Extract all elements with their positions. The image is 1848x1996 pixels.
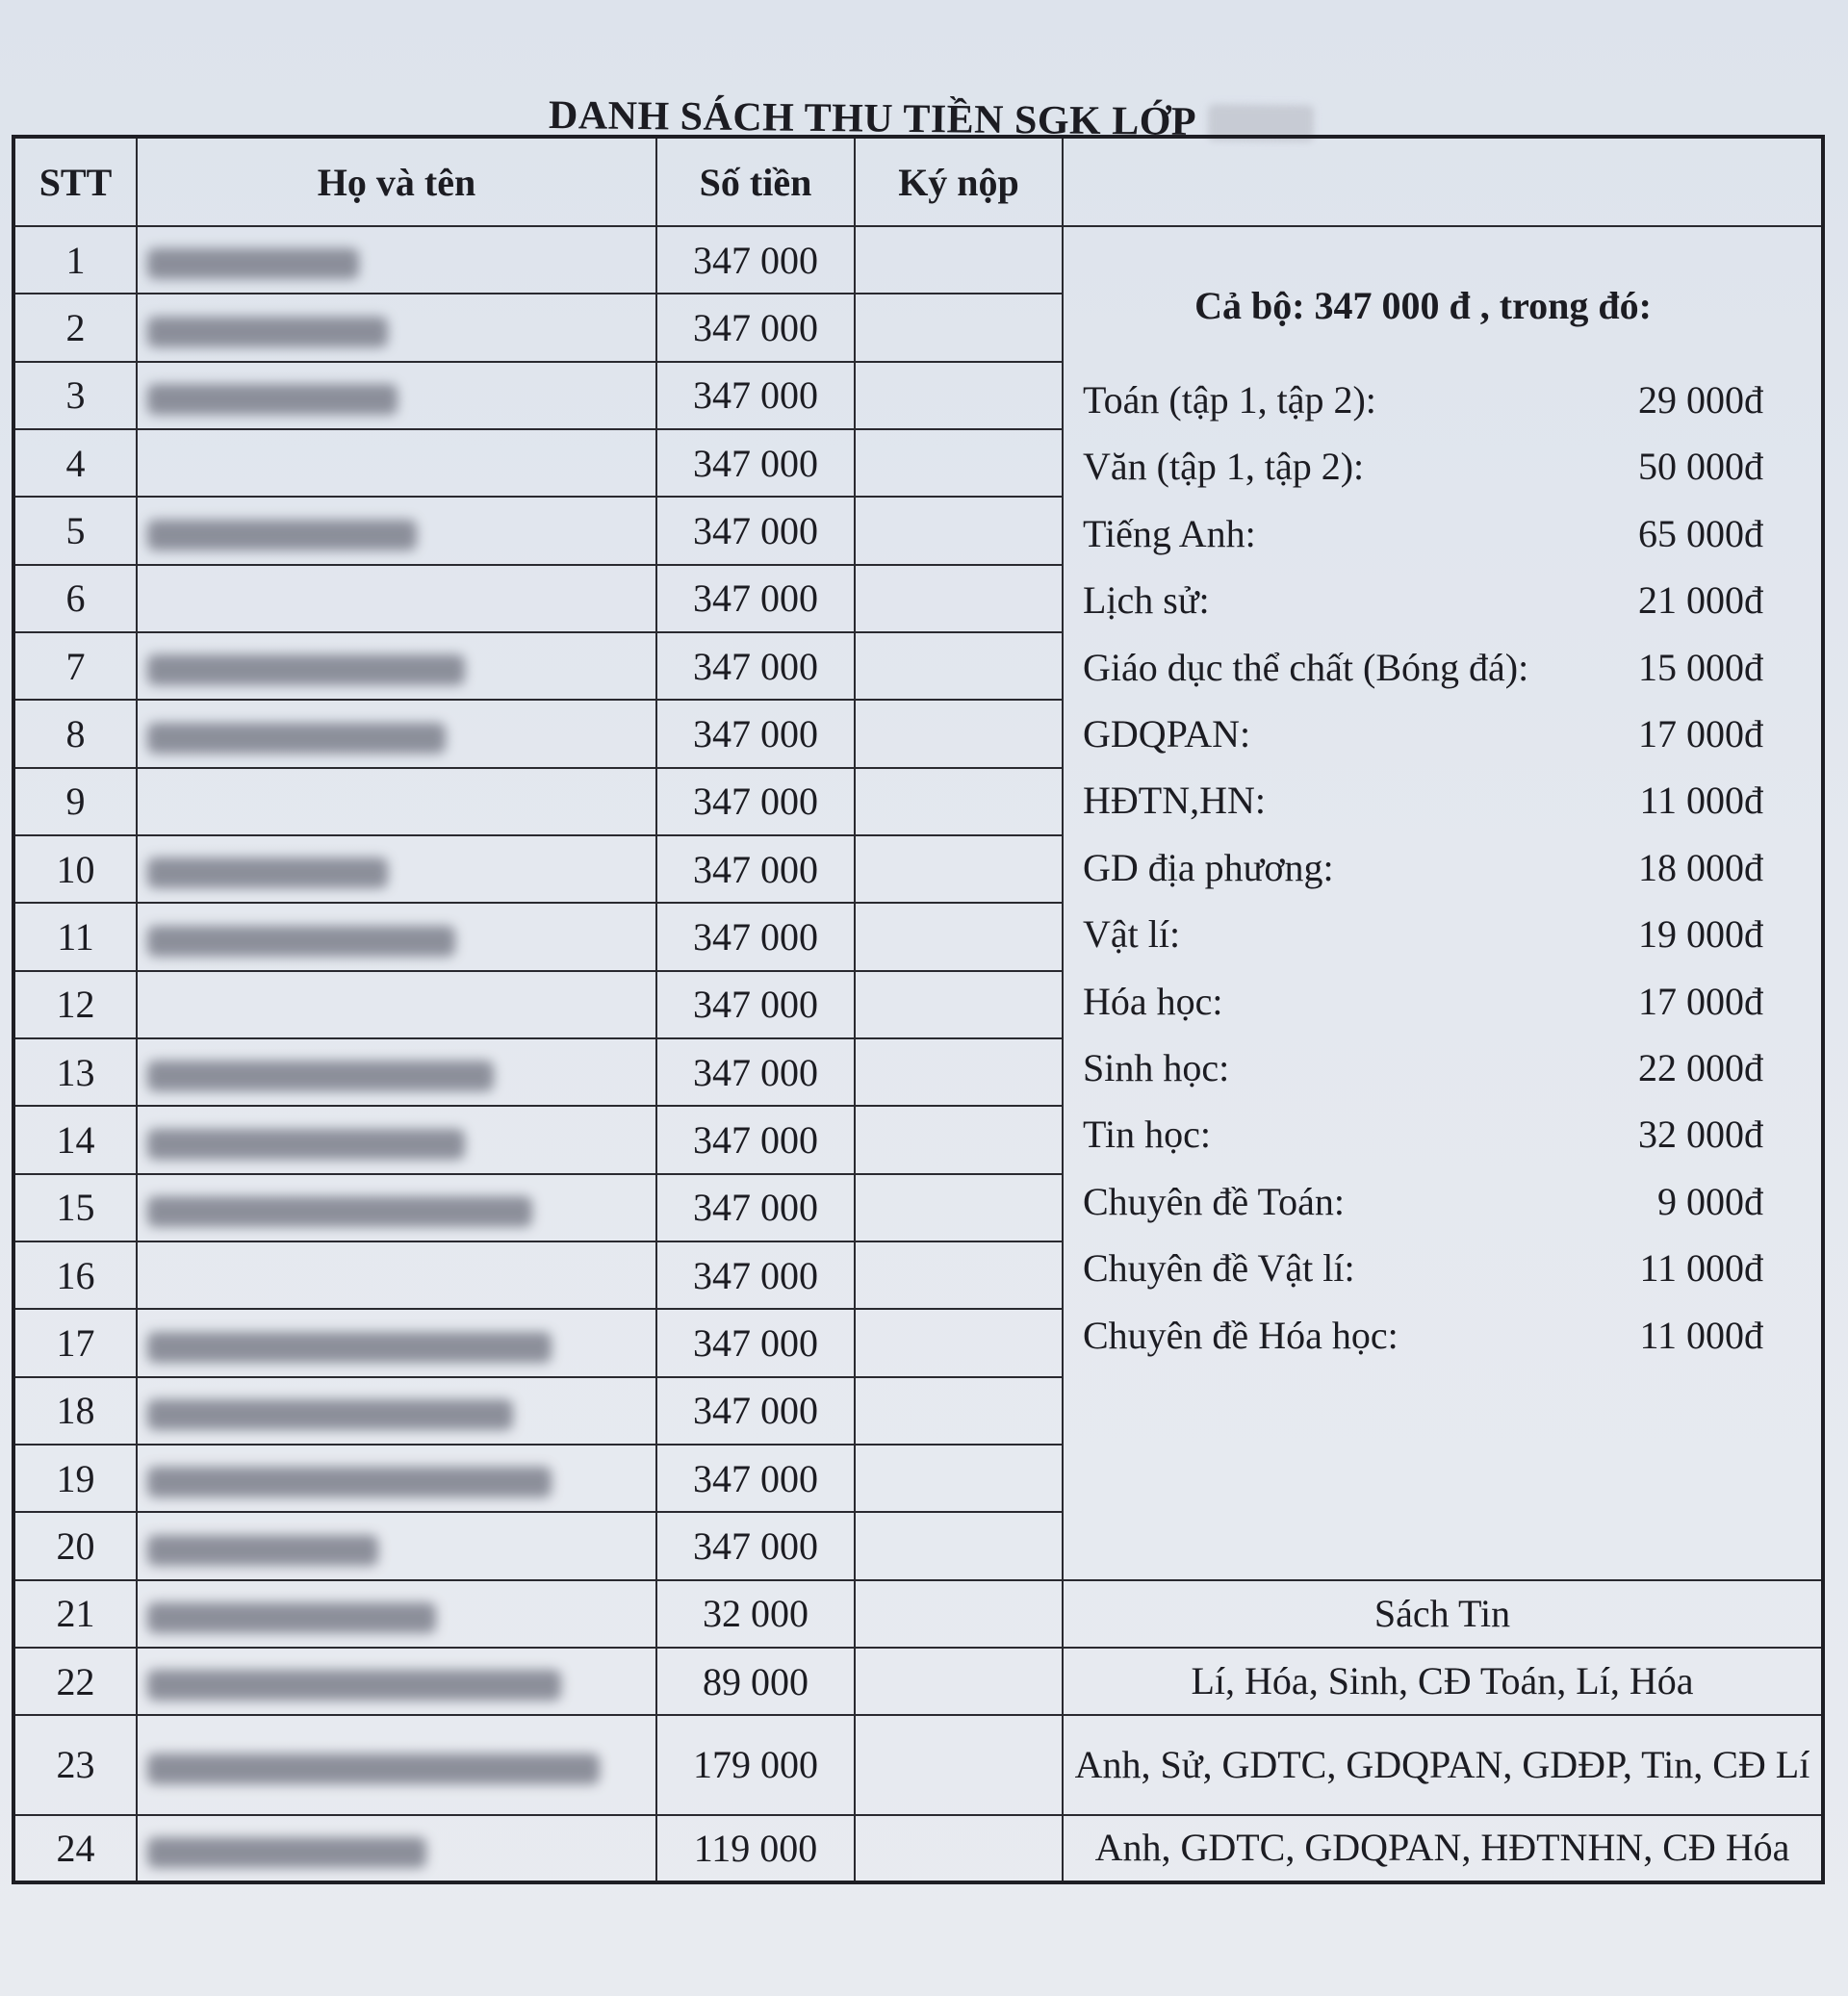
row-signature (855, 1512, 1063, 1579)
row-stt: 23 (13, 1715, 137, 1814)
row-signature (855, 1580, 1063, 1648)
breakdown-label: Tiếng Anh: (1083, 511, 1256, 555)
redacted-name-blur (147, 1399, 513, 1430)
row-amount: 32 000 (656, 1580, 855, 1648)
row-amount: 347 000 (656, 1174, 855, 1241)
row-amount: 89 000 (656, 1648, 855, 1715)
row-stt: 13 (13, 1038, 137, 1106)
breakdown-value: 17 000đ (1638, 979, 1763, 1023)
row-amount: 347 000 (656, 497, 855, 564)
row-name-redacted (137, 632, 656, 700)
breakdown-item (1083, 1302, 1763, 1369)
redacted-name-blur (147, 1602, 436, 1633)
row-note: Sách Tin (1063, 1580, 1823, 1648)
row-amount: 347 000 (656, 1309, 855, 1376)
row-signature (855, 1309, 1063, 1376)
redacted-name-blur (147, 1129, 465, 1160)
breakdown-value: 19 000đ (1638, 912, 1763, 957)
row-name-redacted (137, 1038, 656, 1106)
row-name-redacted (137, 835, 656, 903)
row-amount: 347 000 (656, 835, 855, 903)
breakdown-value: 15 000đ (1638, 645, 1763, 689)
row-signature (855, 1106, 1063, 1173)
row-note: Anh, Sử, GDTC, GDQPAN, GDĐP, Tin, CĐ Lí (1063, 1715, 1823, 1814)
redacted-name-blur (147, 654, 465, 685)
row-signature (855, 362, 1063, 429)
row-amount: 347 000 (656, 903, 855, 970)
row-signature (855, 700, 1063, 767)
row-amount: 347 000 (656, 632, 855, 700)
breakdown-value: 50 000đ (1638, 445, 1763, 489)
redacted-name-blur (147, 1467, 552, 1497)
header-blank (1063, 137, 1823, 226)
row-signature (855, 1715, 1063, 1814)
row-note: Lí, Hóa, Sinh, CĐ Toán, Lí, Hóa (1063, 1648, 1823, 1715)
redacted-name-blur (147, 248, 359, 279)
breakdown-label: Hóa học: (1083, 979, 1223, 1023)
row-stt: 12 (13, 971, 137, 1038)
redacted-name-blur (147, 1753, 600, 1784)
row-amount: 347 000 (656, 362, 855, 429)
breakdown-label: Vật lí: (1083, 912, 1181, 957)
row-signature (855, 1038, 1063, 1106)
breakdown-item (1083, 367, 1763, 433)
row-name-redacted (137, 1241, 656, 1309)
row-amount: 347 000 (656, 565, 855, 632)
table-row (13, 1715, 1823, 1814)
breakdown-value: 29 000đ (1638, 378, 1763, 422)
breakdown-item (1083, 968, 1763, 1035)
row-stt: 17 (13, 1309, 137, 1376)
row-amount: 347 000 (656, 1241, 855, 1309)
row-amount: 347 000 (656, 294, 855, 361)
row-note: Anh, GDTC, GDQPAN, HĐTNHN, CĐ Hóa (1063, 1815, 1823, 1882)
header-name: Họ và tên (137, 137, 656, 226)
row-stt: 3 (13, 362, 137, 429)
breakdown-value: 11 000đ (1639, 1246, 1763, 1291)
row-amount: 347 000 (656, 700, 855, 767)
breakdown-item (1083, 767, 1763, 833)
header-row (13, 137, 1823, 226)
breakdown-item (1083, 901, 1763, 967)
row-stt: 7 (13, 632, 137, 700)
redacted-name-blur (147, 1332, 552, 1363)
row-name-redacted (137, 565, 656, 632)
document-title: DANH SÁCH THU TIỀN SGK LỚP (549, 92, 1376, 147)
breakdown-value: 21 000đ (1638, 578, 1763, 623)
row-amount: 347 000 (656, 1445, 855, 1512)
row-stt: 6 (13, 565, 137, 632)
row-name-redacted (137, 1106, 656, 1173)
redacted-name-blur (147, 384, 398, 415)
row-stt: 19 (13, 1445, 137, 1512)
row-stt: 14 (13, 1106, 137, 1173)
row-amount: 347 000 (656, 1377, 855, 1445)
redacted-name-blur (147, 857, 388, 888)
breakdown-value: 18 000đ (1638, 845, 1763, 889)
breakdown-label: Toán (tập 1, tập 2): (1083, 378, 1376, 422)
price-breakdown (1063, 226, 1823, 1580)
row-signature (855, 768, 1063, 835)
row-stt: 22 (13, 1648, 137, 1715)
breakdown-item (1083, 567, 1763, 633)
breakdown-heading: Cả bộ: 347 000 đ , trong đó: (1194, 284, 1652, 327)
row-name-redacted (137, 1445, 656, 1512)
header-sign: Ký nộp (855, 137, 1063, 226)
breakdown-item (1083, 1168, 1763, 1235)
table-row (13, 1648, 1823, 1715)
row-stt: 16 (13, 1241, 137, 1309)
breakdown-value: 65 000đ (1638, 511, 1763, 555)
breakdown-value: 32 000đ (1638, 1113, 1763, 1157)
breakdown-label: Sinh học: (1083, 1046, 1230, 1090)
row-name-redacted (137, 1580, 656, 1648)
row-stt: 5 (13, 497, 137, 564)
row-name-redacted (137, 1309, 656, 1376)
row-name-redacted (137, 294, 656, 361)
row-stt: 24 (13, 1815, 137, 1882)
row-stt: 15 (13, 1174, 137, 1241)
breakdown-value: 11 000đ (1639, 1313, 1763, 1357)
breakdown-value: 22 000đ (1638, 1046, 1763, 1090)
row-stt: 21 (13, 1580, 137, 1648)
breakdown-label: HĐTN,HN: (1083, 779, 1266, 823)
row-signature (855, 497, 1063, 564)
row-amount: 347 000 (656, 971, 855, 1038)
header-amount: Số tiền (656, 137, 855, 226)
row-signature (855, 1174, 1063, 1241)
row-stt: 10 (13, 835, 137, 903)
redacted-name-blur (147, 1535, 378, 1566)
breakdown-item (1083, 500, 1763, 567)
row-name-redacted (137, 1377, 656, 1445)
row-signature (855, 1241, 1063, 1309)
row-stt: 9 (13, 768, 137, 835)
row-stt: 18 (13, 1377, 137, 1445)
row-amount: 347 000 (656, 1038, 855, 1106)
row-name-redacted (137, 903, 656, 970)
row-signature (855, 565, 1063, 632)
redacted-name-blur (147, 1196, 532, 1227)
table-row (13, 1580, 1823, 1648)
row-signature (855, 1815, 1063, 1882)
payment-table (12, 135, 1825, 1884)
row-signature (855, 226, 1063, 294)
row-name-redacted (137, 700, 656, 767)
redacted-name-blur (147, 723, 446, 754)
redacted-name-blur (147, 317, 388, 347)
row-name-redacted (137, 362, 656, 429)
breakdown-item (1083, 1035, 1763, 1101)
row-name-redacted (137, 1715, 656, 1814)
row-stt: 11 (13, 903, 137, 970)
row-signature (855, 903, 1063, 970)
breakdown-label: Tin học: (1083, 1113, 1212, 1157)
row-signature (855, 429, 1063, 497)
breakdown-value: 17 000đ (1638, 712, 1763, 756)
breakdown-value: 11 000đ (1639, 779, 1763, 823)
row-signature (855, 835, 1063, 903)
row-stt: 2 (13, 294, 137, 361)
breakdown-label: Chuyên đề Hóa học: (1083, 1313, 1399, 1357)
breakdown-label: GDQPAN: (1083, 712, 1251, 756)
row-signature (855, 1377, 1063, 1445)
redacted-name-blur (147, 520, 417, 550)
redacted-name-blur (147, 1670, 561, 1701)
breakdown-value: 9 000đ (1657, 1179, 1763, 1223)
row-name-redacted (137, 768, 656, 835)
redacted-name-blur (147, 926, 455, 957)
row-amount: 347 000 (656, 226, 855, 294)
breakdown-label: Văn (tập 1, tập 2): (1083, 445, 1365, 489)
row-signature (855, 1445, 1063, 1512)
row-stt: 8 (13, 700, 137, 767)
breakdown-item (1083, 1101, 1763, 1167)
breakdown-label: Chuyên đề Vật lí: (1083, 1246, 1355, 1291)
row-amount: 119 000 (656, 1815, 855, 1882)
row-name-redacted (137, 497, 656, 564)
breakdown-item (1083, 634, 1763, 701)
breakdown-label: GD địa phương: (1083, 845, 1334, 889)
row-amount: 347 000 (656, 768, 855, 835)
row-name-redacted (137, 1174, 656, 1241)
row-amount: 347 000 (656, 1512, 855, 1579)
row-signature (855, 294, 1063, 361)
breakdown-item (1083, 834, 1763, 901)
breakdown-item (1083, 701, 1763, 767)
row-signature (855, 1648, 1063, 1715)
row-stt: 20 (13, 1512, 137, 1579)
row-name-redacted (137, 971, 656, 1038)
row-name-redacted (137, 226, 656, 294)
redacted-name-blur (147, 1837, 426, 1868)
row-name-redacted (137, 1815, 656, 1882)
table-row (13, 226, 1823, 294)
breakdown-item (1083, 1235, 1763, 1301)
breakdown-item (1083, 433, 1763, 499)
table-row (13, 1815, 1823, 1882)
row-name-redacted (137, 1512, 656, 1579)
row-signature (855, 971, 1063, 1038)
header-stt: STT (13, 137, 137, 226)
row-stt: 1 (13, 226, 137, 294)
row-name-redacted (137, 429, 656, 497)
breakdown-label: Lịch sử: (1083, 578, 1210, 623)
table-body (13, 226, 1823, 1882)
breakdown-label: Chuyên đề Toán: (1083, 1179, 1345, 1223)
row-stt: 4 (13, 429, 137, 497)
redacted-name-blur (147, 1061, 494, 1091)
row-name-redacted (137, 1648, 656, 1715)
breakdown-label: Giáo dục thể chất (Bóng đá): (1083, 645, 1529, 689)
row-amount: 347 000 (656, 1106, 855, 1173)
row-amount: 347 000 (656, 429, 855, 497)
row-signature (855, 632, 1063, 700)
row-amount: 179 000 (656, 1715, 855, 1814)
